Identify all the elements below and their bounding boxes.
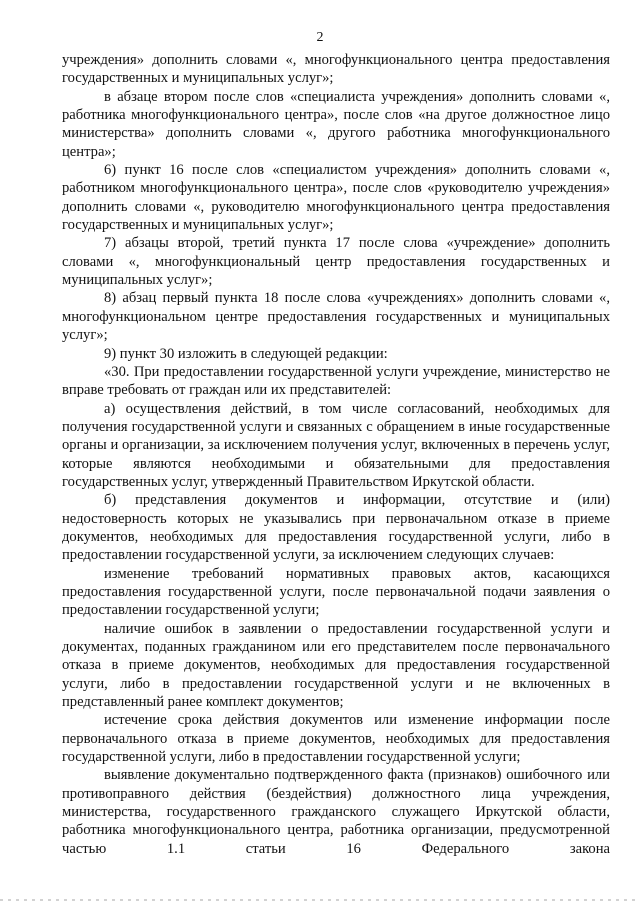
paragraph: изменение требований нормативных правовых актов, касающихся предоставления государственной услуги, после первоначальной подачи заявления о предоставлении государственной услуги; (62, 565, 610, 619)
paragraph: выявление документально подтвержденного факта (признаков) ошибочного или противоправного действия (бездействия) должностного лица учреждения, министерства, государственного гражданского служащего Иркутской области, работника многофункционального центра, работника организации, предусмотренной частью 1.1 статьи 16 Федерального закона (62, 767, 610, 857)
paragraph: в абзаце втором после слов «специалиста учреждения» дополнить словами «, работника многофункционального центра», после слов «на другое должностное лицо министерства» дополнить словами «, другого работника многофункционального центра»; (62, 88, 610, 160)
paragraph: наличие ошибок в заявлении о предоставлении государственной услуги и документах, поданных гражданином или его представителем после первоначального отказа в приеме документов, необходимых для предоставления государственной услуги, либо в предоставлении государственной услуги и не включенных в представленный ранее комплект документов; (62, 620, 610, 711)
document-body (62, 51, 610, 858)
paragraph: «30. При предоставлении государственной услуги учреждение, министерство не вправе требовать от граждан или их представителей: (62, 363, 610, 399)
page-number: 2 (316, 30, 324, 45)
paragraph: б) представления документов и информации, отсутствие и (или) недостоверность которых не указывались при первоначальном отказе в приеме документов, необходимых для предоставления государственной услуги, либо в предоставлении государственной услуги, за исключением следующих случаев: (62, 492, 610, 564)
paragraph: 6) пункт 16 после слов «специалистом учреждения» дополнить словами «, работником многофункционального центра», после слов «руководителю учреждения» дополнить словами «, руководителю многофункционального центра предоставления государственных и муниципальных услуг»; (62, 162, 610, 234)
paragraph: 8) абзац первый пункта 18 после слова «учреждениях» дополнить словами «, многофункциональном центре предоставления государственных и муниципальных услуг»; (62, 290, 610, 344)
scan-artifact-line (0, 899, 640, 901)
paragraph: 7) абзацы второй, третий пункта 17 после слова «учреждение» дополнить словами «, многофункциональный центр предоставления государственных и муниципальных услуг»; (62, 235, 610, 289)
paragraph: 9) пункт 30 изложить в следующей редакции: (104, 345, 388, 362)
paragraph: а) осуществления действий, в том числе согласований, необходимых для получения государственной услуги и связанных с обращением в иные государственные органы и организации, за исключением получения услуг, включенных в перечень услуг, которые являются необходимыми и обязательными для предоставления государственных услуг, утвержденный Правительством Иркутской области. (62, 400, 610, 490)
paragraph: истечение срока действия документов или изменение информации после первоначального отказа в приеме документов, необходимых для предоставления государственной услуги, либо в предоставлении государственной услуги; (62, 712, 610, 766)
paragraph: учреждения» дополнить словами «, многофункционального центра предоставления государственных и муниципальных услуг»; (62, 52, 610, 87)
